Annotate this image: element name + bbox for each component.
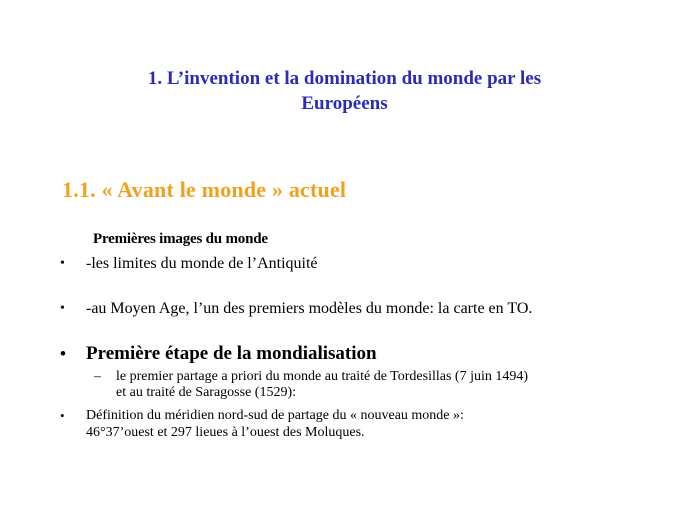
bullet-text — [86, 407, 464, 441]
sub-bullet-line-1: le premier partage a priori du monde au traité de Tordesillas (7 juin 1494) — [116, 369, 529, 384]
dash-marker: – — [94, 369, 101, 384]
bullet-item-meridian — [60, 407, 464, 441]
bullet-text: -au Moyen Age, l’un des premiers modèles du monde: la carte en TO. — [86, 300, 533, 317]
sub-bullet-line-2: et au traité de Saragosse (1529): — [116, 385, 296, 400]
sub-bullet-text — [116, 369, 528, 401]
slide-title-line-1: 1. L’invention et la domination du monde par les — [147, 68, 542, 89]
subheading: Premières images du monde — [93, 231, 268, 247]
bullet-item-globalization — [60, 343, 377, 365]
bullet-item-antiquity — [60, 255, 318, 273]
bullet-text: -les limites du monde de l’Antiquité — [86, 255, 318, 272]
slide-title-line-2: Européens — [301, 93, 388, 114]
bullet-item-middle-ages — [60, 300, 532, 318]
bullet-marker: • — [60, 408, 65, 423]
bullet-marker: • — [60, 301, 65, 316]
bullet-marker: • — [60, 256, 65, 271]
bullet-line-1: Définition du méridien nord-sud de partage du « nouveau monde »: — [86, 408, 464, 423]
bullet-text: Première étape de la mondialisation — [86, 343, 377, 364]
section-heading: 1.1. « Avant le monde » actuel — [62, 177, 347, 202]
bullet-line-2: 46°37’ouest et 297 lieues à l’ouest des Moluques. — [86, 425, 365, 440]
sub-bullet-item-treaties — [94, 369, 528, 401]
bullet-marker: • — [60, 344, 66, 363]
slide-title — [60, 66, 629, 116]
